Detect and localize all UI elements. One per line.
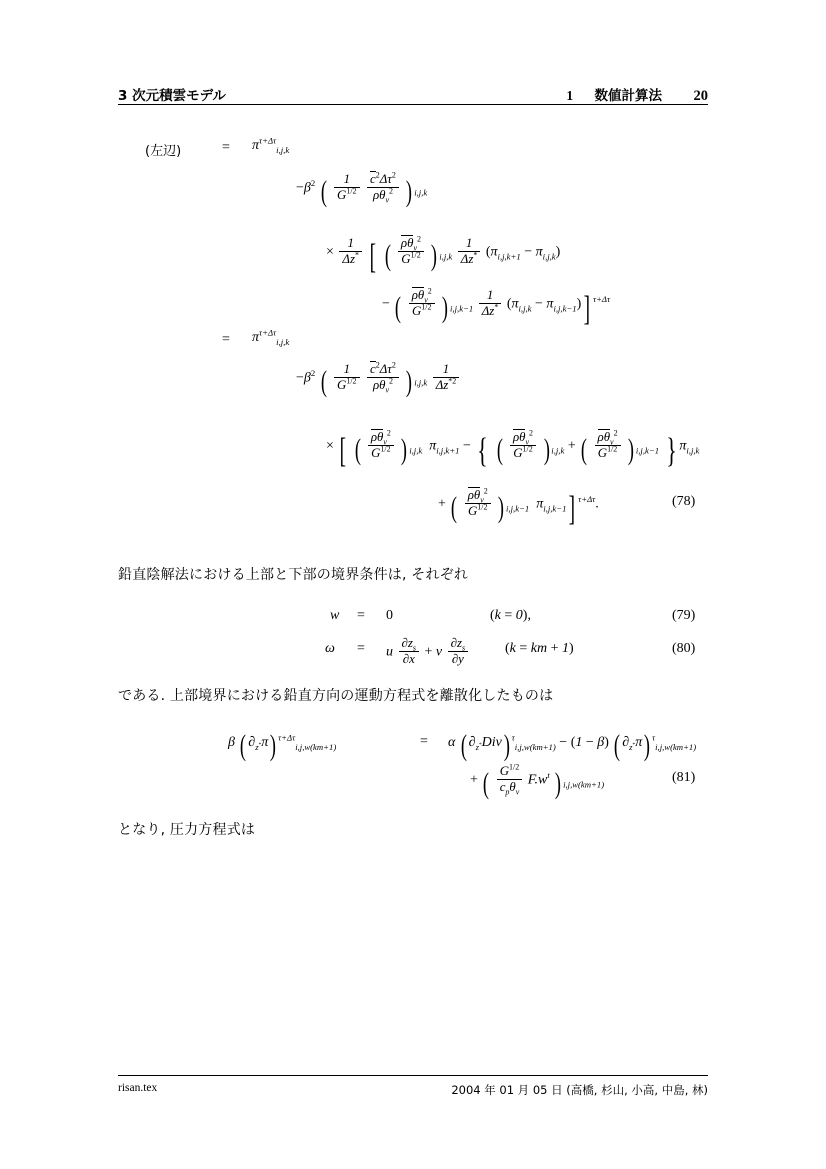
paragraph-1: 鉛直陰解法における上部と下部の境界条件は, それぞれ xyxy=(118,567,469,583)
page-header xyxy=(118,84,708,105)
equation-80-rhs: u $\frac{\partial z_s}{\partial x}$ + v $\frac{\partial z_s}{\partial y}$ xyxy=(386,636,470,667)
equation-78-line7: × [ ( $\frac{\rho\theta_v^2}{G^{1/2}}$ ) $_{i,j,k}$ $\pi_{i,j,k+1}$ − { ( $\frac{\rho\theta_v^2}{G^{1/2}}$ ) $_{i,j,k}$ + ( $\frac{\rho\theta_v^2}{G^{1/2}}$ ) $_{i,j,k-1}$ } $\pi_{i,j,k}$ xyxy=(326,428,700,470)
header-section xyxy=(566,84,662,104)
equation-79-condition: (k = 0), xyxy=(490,608,531,623)
equation-78-line3: × $\frac{1}{\Delta z^*}$ [ ( $\frac{\rho\theta_v^2}{G^{1/2}}$ ) $_{i,j,k}$ $\frac{1}{\Delta z^*}$ $(\pi_{i,j,k+1} - \pi_{i,j,k})$ xyxy=(326,234,561,276)
page-footer xyxy=(118,1082,708,1098)
footer-filename: risan.tex xyxy=(118,1082,158,1094)
equation-79-rel: = xyxy=(357,608,365,623)
equation-78-rel-1: = xyxy=(222,140,230,155)
equation-78-number: (78) xyxy=(672,494,696,509)
equation-81-rel: = xyxy=(420,734,428,749)
equation-79-lhs: w xyxy=(330,608,340,623)
equation-78-line2: $-\beta^2$ ( $\frac{1}{G^{1/2}}$ $\frac{c^2\Delta\tau^2}{\rho\theta_v^2}$ ) $_{i,j,k}$ xyxy=(296,170,428,208)
equation-78-rel-2: = xyxy=(222,332,230,347)
equation-81-number: (81) xyxy=(672,770,696,785)
equation-81-rhs-line2: + ( $\frac{G^{1/2}}{c_p\theta_v}$ $F.w^t$ ) $_{i,j,w(km+1)}$ xyxy=(470,762,605,800)
equation-78-lhs-label: (左辺) xyxy=(145,144,182,159)
equation-78-line5: $\pi^{\tau+\Delta\tau}_{i,j,k}$ xyxy=(252,327,290,347)
equation-78-line8: + ( $\frac{\rho\theta_v^2}{G^{1/2}}$ ) $_{i,j,k-1}$ $\pi_{i,j,k-1}$] $^{\tau+\Delta\tau}$. xyxy=(438,486,599,528)
header-divider xyxy=(118,104,708,105)
equation-80-condition: (k = km + 1) xyxy=(505,641,574,656)
equation-80-rel: = xyxy=(357,641,365,656)
header-page-number: 20 xyxy=(693,88,708,104)
equation-78-line6: $-\beta^2$ ( $\frac{1}{G^{1/2}}$ $\frac{c^2\Delta\tau^2}{\rho\theta_v^2}$ ) $_{i,j,k}$ $\frac{1}{\Delta z^{*2}}$ xyxy=(296,362,461,399)
equation-80-number: (80) xyxy=(672,641,696,656)
equation-78-line4: − ( $\frac{\rho\theta_v^2}{G^{1/2}}$ ) $_{i,j,k-1}$ $\frac{1}{\Delta z^*}$ $(\pi_{i,j,k} - \pi_{i,j,k-1})$] $^{\tau+\Delta\tau}$ xyxy=(382,286,611,328)
equation-81-rhs-line1: α ( $\partial_{z^*}Div$) $^\tau_{i,j,w(km+1)}$ − (1 − β) ( $\partial_{z^*}\pi$) $^\tau_{i,j,w(km+1)}$ xyxy=(448,730,697,762)
footer-date-authors: 2004 年 01 月 05 日 (高橋, 杉山, 小高, 中島, 林) xyxy=(451,1083,708,1097)
footer-divider xyxy=(118,1075,708,1076)
paragraph-2: である. 上部境界における鉛直方向の運動方程式を離散化したものは xyxy=(118,688,554,704)
paragraph-3: となり, 圧力方程式は xyxy=(118,822,256,838)
equation-79-rhs: 0 xyxy=(386,608,393,623)
header-section-title: 数値計算法 xyxy=(594,88,662,104)
header-section-number: 1 xyxy=(566,88,574,103)
equation-78-line1: $\pi^{\tau+\Delta\tau}_{i,j,k}$ xyxy=(252,135,290,155)
equation-81-lhs: β ( $\partial_{z^*}\pi$) $^{\tau+\Delta\tau}_{i,j,w(km+1)}$ xyxy=(228,730,337,762)
equation-80-lhs: ω xyxy=(325,641,335,656)
header-left-title: 3 次元積雲モデル xyxy=(118,88,226,104)
equation-79-number: (79) xyxy=(672,608,696,623)
